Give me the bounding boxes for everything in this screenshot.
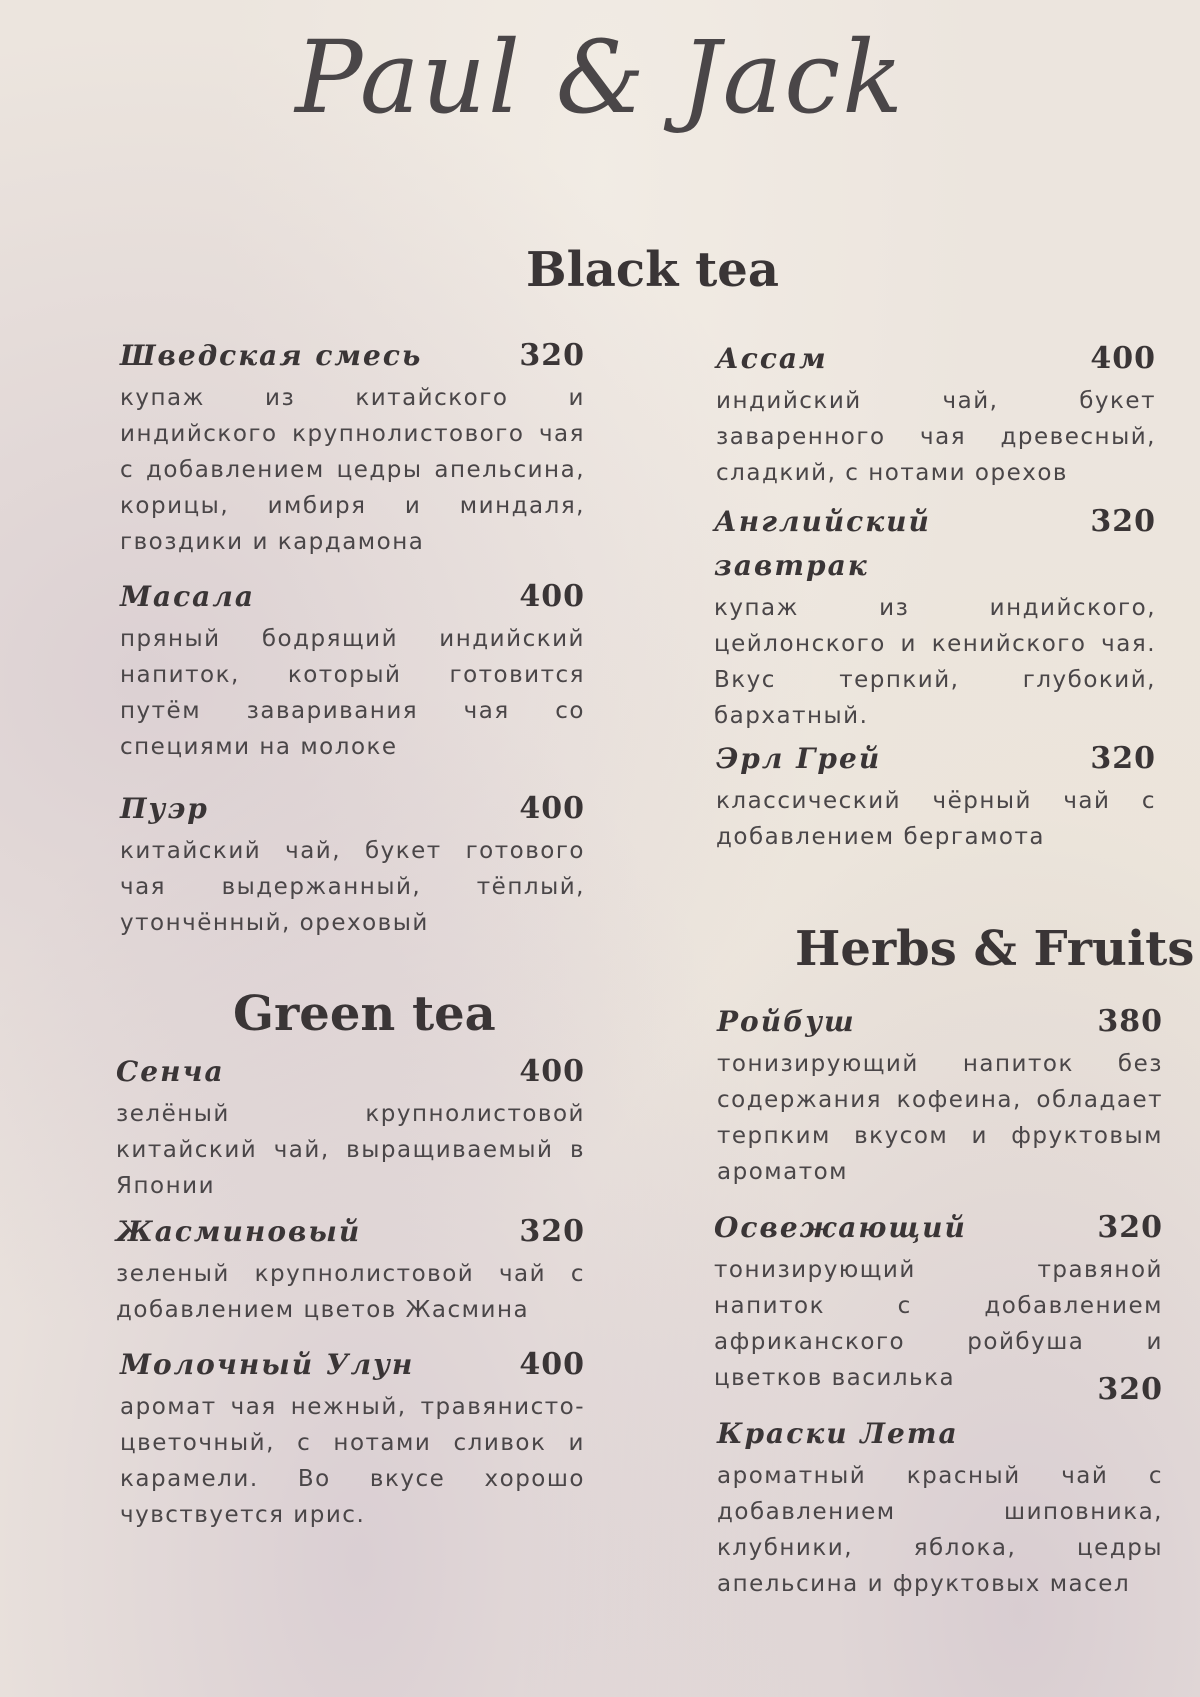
item-price: 400 xyxy=(519,791,585,826)
item-description: купаж из китайского и индийского крупнолистового чая с добавлением цедры апельсина, корицы, имбиря и миндаля, гвоздики и кардамона xyxy=(120,385,585,555)
section-title-green-tea: Green tea xyxy=(233,986,496,1042)
item-description: зелёный крупнолистовой китайский чай, выращиваемый в Японии xyxy=(116,1101,585,1199)
item-name: Эрл Грей xyxy=(716,742,882,775)
item-name: Ройбуш xyxy=(717,1005,856,1038)
item-description: купаж из индийского, цейлонского и кенийского чая. Вкус терпкий, глубокий, бархатный. xyxy=(714,595,1156,729)
item-price: 320 xyxy=(1090,504,1156,539)
item-price: 320 xyxy=(1090,741,1156,776)
brand-logo: Paul & Jack xyxy=(295,19,905,136)
menu-item-jasmine xyxy=(116,1210,585,1328)
menu-item-english-breakfast xyxy=(714,500,1156,734)
item-name: Пуэр xyxy=(120,792,209,825)
item-description: классический чёрный чай с добавлением бергамота xyxy=(716,788,1156,850)
item-name: Шведская смесь xyxy=(120,339,423,372)
item-price: 400 xyxy=(519,1054,585,1089)
item-name: Масала xyxy=(120,580,255,613)
item-name: Освежающий xyxy=(714,1211,967,1244)
item-description: китайский чай, букет готового чая выдержанный, тёплый, утончённый, ореховый xyxy=(120,838,585,936)
menu-item-earl-grey xyxy=(716,737,1156,855)
item-price: 320 xyxy=(1097,1372,1163,1407)
item-price: 400 xyxy=(519,579,585,614)
section-title-herbs-fruits: Herbs & Fruits xyxy=(795,921,1195,977)
menu-item-rooibos xyxy=(717,1000,1163,1190)
item-description: пряный бодрящий индийский напиток, который готовится путём заваривания чая со специями на молоке xyxy=(120,626,585,760)
item-description: тонизирующий травяной напиток с добавлением африканского ройбуша и цветков василька xyxy=(714,1257,1163,1391)
item-name: Краски Лета xyxy=(717,1417,959,1450)
item-price: 320 xyxy=(1097,1210,1163,1245)
item-description: тонизирующий напиток без содержания кофеина, обладает терпким вкусом и фруктовым ароматом xyxy=(717,1051,1163,1185)
menu-item-sencha xyxy=(116,1050,585,1204)
section-title-black-tea: Black tea xyxy=(526,242,779,298)
menu-item-swedish-blend xyxy=(120,334,585,560)
item-name: Сенча xyxy=(116,1055,225,1088)
item-price: 380 xyxy=(1097,1004,1163,1039)
item-description: аромат чая нежный, травянисто-цветочный, с нотами сливок и карамели. Во вкусе хорошо чувствуется ирис. xyxy=(120,1394,585,1528)
item-description: ароматный красный чай с добавлением шиповника, клубники, яблока, цедры апельсина и фруктовых масел xyxy=(717,1463,1163,1597)
item-description: индийский чай, букет заваренного чая древесный, сладкий, с нотами орехов xyxy=(716,388,1156,486)
item-description: зеленый крупнолистовой чай с добавлением цветов Жасмина xyxy=(116,1261,585,1323)
item-price: 400 xyxy=(1090,341,1156,376)
item-name: Ассам xyxy=(716,342,828,375)
item-name: Английский завтрак xyxy=(714,505,931,582)
menu-item-summer-colors xyxy=(717,1368,1163,1602)
menu-item-puer xyxy=(120,787,585,941)
menu-item-assam xyxy=(716,337,1156,491)
menu-item-masala xyxy=(120,575,585,765)
menu-item-milk-oolong xyxy=(120,1343,585,1533)
item-price: 320 xyxy=(519,338,585,373)
item-name: Жасминовый xyxy=(116,1215,362,1248)
item-name: Молочный Улун xyxy=(120,1348,415,1381)
item-price: 320 xyxy=(519,1214,585,1249)
item-price: 400 xyxy=(519,1347,585,1382)
